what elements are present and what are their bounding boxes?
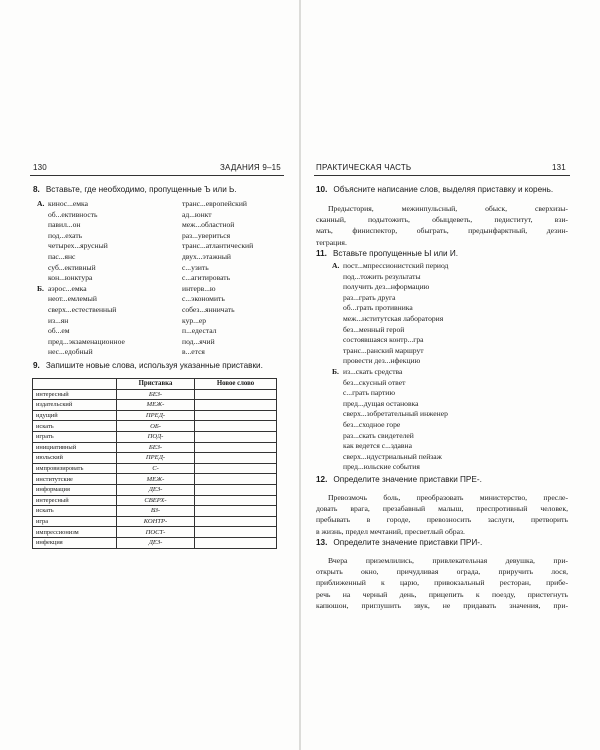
word-text: без...менный герой bbox=[343, 324, 405, 334]
word-text: получить дез...нформацию bbox=[343, 282, 430, 292]
table-cell-word: импрессионизм bbox=[33, 527, 117, 538]
word-item bbox=[48, 316, 125, 327]
table-cell-new-word bbox=[195, 400, 277, 411]
word-item bbox=[48, 231, 125, 242]
text-line: довать врага, презабавный малыш, преcпротивный человек, bbox=[316, 504, 568, 514]
table-row bbox=[33, 389, 277, 400]
word-text: пред...экзаменационное bbox=[48, 336, 125, 346]
word-item bbox=[48, 210, 125, 221]
task-text: Вставьте, где необходимо, пропущенные Ъ или Ь. bbox=[45, 185, 237, 194]
table-cell-prefix: ОБ- bbox=[117, 421, 195, 432]
task-13-paragraph bbox=[316, 555, 568, 611]
table-cell-prefix: С- bbox=[117, 463, 195, 474]
header-rule-left bbox=[30, 175, 284, 176]
column-header: Новое слово bbox=[195, 379, 277, 390]
table-cell-new-word bbox=[195, 410, 277, 421]
list-item bbox=[332, 261, 449, 272]
word-item bbox=[48, 347, 125, 358]
word-text: как ведется с...здавна bbox=[343, 441, 412, 451]
task-number: 9. bbox=[33, 361, 40, 370]
table-cell-word: инициативный bbox=[33, 442, 117, 453]
word-text: сверх...зобретательный инженер bbox=[343, 409, 448, 419]
table-row bbox=[33, 495, 277, 506]
word-item: собез...янничать bbox=[182, 304, 235, 314]
list-item bbox=[343, 356, 448, 367]
word-text: кинос...емка bbox=[48, 199, 88, 208]
table-cell-word: идущий bbox=[33, 410, 117, 421]
task-number: 13. bbox=[316, 538, 328, 547]
word-item bbox=[48, 252, 125, 263]
column-header bbox=[33, 379, 117, 390]
word-item: транс...европейский bbox=[182, 199, 247, 208]
word-text: с...грать партию bbox=[343, 388, 396, 398]
task-11-list bbox=[332, 261, 449, 473]
word-text: состоявшаяся контр...гра bbox=[343, 335, 424, 345]
list-item bbox=[343, 314, 448, 325]
table-cell-prefix: БЕЗ- bbox=[117, 389, 195, 400]
header-rule-right bbox=[314, 175, 570, 176]
text-line: тегрaция. bbox=[316, 237, 347, 247]
word-item bbox=[48, 263, 125, 274]
word-text: аэрос...емка bbox=[48, 283, 87, 293]
table-cell-word: информация bbox=[33, 484, 117, 495]
text-line: речь на черный день, прицепить к поезду, пристегнуть bbox=[316, 589, 568, 599]
table-row bbox=[33, 506, 277, 517]
word-item bbox=[48, 241, 125, 252]
table-cell-prefix: БЕЗ- bbox=[117, 442, 195, 453]
table-cell-prefix: СВЕРХ- bbox=[117, 495, 195, 506]
list-item bbox=[343, 452, 448, 463]
list-item bbox=[343, 388, 448, 399]
task-13-heading bbox=[316, 538, 482, 547]
task-10-paragraph bbox=[316, 203, 568, 248]
word-item bbox=[48, 337, 125, 348]
table-cell-word: институтские bbox=[33, 474, 117, 485]
table-cell-prefix: ПРЕД- bbox=[117, 453, 195, 464]
list-item bbox=[343, 272, 448, 283]
table-row bbox=[33, 527, 277, 538]
task-9-heading bbox=[33, 361, 263, 370]
list-item bbox=[343, 293, 448, 304]
table-cell-new-word bbox=[195, 495, 277, 506]
task-text: Вставьте пропущенные Ы или И. bbox=[332, 249, 459, 258]
text-line: приближенный к царю, привокзальный ресторан, прибе- bbox=[316, 578, 568, 588]
table-row bbox=[33, 442, 277, 453]
word-text: раз...скать свидетелей bbox=[343, 430, 414, 440]
word-text: нес...едобный bbox=[48, 347, 93, 357]
word-item: транс...атлантический bbox=[182, 241, 254, 251]
task-10-heading bbox=[316, 185, 553, 194]
word-item: кур...ер bbox=[182, 315, 207, 325]
text-line: Превозмочь боль, преобразовать министерство, преcле- bbox=[328, 493, 568, 502]
list-item bbox=[343, 441, 448, 452]
list-item bbox=[343, 282, 448, 293]
page-number-right: 131 bbox=[552, 163, 566, 172]
table-row bbox=[33, 484, 277, 495]
table-cell-new-word bbox=[195, 484, 277, 495]
word-text: сверх...ндустриальный пейзаж bbox=[343, 451, 442, 461]
word-text: неот...емлемый bbox=[48, 294, 97, 304]
table-cell-word: искать bbox=[33, 421, 117, 432]
table-cell-word: игра bbox=[33, 516, 117, 527]
word-item: под...ячий bbox=[182, 336, 215, 346]
word-item bbox=[48, 294, 125, 305]
table-cell-new-word bbox=[195, 442, 277, 453]
table-cell-new-word bbox=[195, 463, 277, 474]
task-number: 11. bbox=[316, 249, 327, 258]
task-9-table bbox=[32, 378, 277, 549]
word-text: под...тожить результаты bbox=[343, 271, 421, 281]
table-cell-word: издательский bbox=[33, 400, 117, 411]
word-item: двух...этажный bbox=[182, 251, 231, 261]
list-item bbox=[343, 409, 448, 420]
word-text: раз...грать друга bbox=[343, 292, 396, 302]
table-cell-prefix: ПОД- bbox=[117, 431, 195, 442]
task-12-paragraph bbox=[316, 492, 568, 537]
table-row bbox=[33, 410, 277, 421]
task-8-heading bbox=[33, 185, 237, 194]
table-cell-word: июльский bbox=[33, 453, 117, 464]
table-cell-new-word bbox=[195, 474, 277, 485]
task-11-heading bbox=[316, 249, 458, 258]
word-text: из...скать средства bbox=[343, 366, 403, 376]
list-item bbox=[343, 399, 448, 410]
table-row bbox=[33, 474, 277, 485]
table-cell-new-word bbox=[195, 537, 277, 548]
table-row bbox=[33, 463, 277, 474]
running-head-left: ЗАДАНИЯ 9–15 bbox=[220, 163, 281, 172]
group-label: А. bbox=[332, 261, 340, 270]
word-text: об...ективность bbox=[48, 209, 98, 219]
table-cell-prefix: ПОСТ- bbox=[117, 527, 195, 538]
word-item: с...агитировать bbox=[182, 273, 231, 283]
table-cell-new-word bbox=[195, 431, 277, 442]
table-cell-new-word bbox=[195, 516, 277, 527]
table-row bbox=[33, 400, 277, 411]
word-text: без...сходное горе bbox=[343, 419, 401, 429]
word-item: интерв...ю bbox=[182, 283, 216, 293]
table-cell-word: интересный bbox=[33, 389, 117, 400]
word-text: кон...юнктура bbox=[48, 273, 93, 283]
table-row bbox=[33, 537, 277, 548]
text-line: пребывать в городе, превозносить заслуги, претворить bbox=[316, 515, 568, 525]
table-row bbox=[33, 421, 277, 432]
word-text: пост...мпрессионистский период bbox=[343, 261, 449, 270]
word-text: меж...нститутская лаборатория bbox=[343, 313, 444, 323]
text-line: мать, финиспектор, обыграть, предынфарктный, дезин- bbox=[316, 226, 568, 236]
word-text: провести дез...нфекцию bbox=[343, 356, 421, 366]
word-text: сверх...естественный bbox=[48, 304, 117, 314]
word-item bbox=[48, 273, 125, 284]
task-text: Определите значение приставки ПРЕ-. bbox=[333, 475, 482, 484]
table-cell-prefix: МЕЖ- bbox=[117, 474, 195, 485]
task-12-heading bbox=[316, 475, 482, 484]
word-item: с...узить bbox=[182, 262, 209, 272]
group-label: А. bbox=[37, 199, 45, 208]
text-line: сканный, подытожить, обыцдеветь, педиститут, взи- bbox=[316, 215, 568, 225]
task-number: 8. bbox=[33, 185, 40, 194]
table-cell-new-word bbox=[195, 527, 277, 538]
list-item bbox=[343, 431, 448, 442]
table-cell-word: интересный bbox=[33, 495, 117, 506]
list-item bbox=[343, 346, 448, 357]
text-line: Предыстория, межинпульсный, обыск, сверхизы- bbox=[328, 204, 568, 213]
text-line: открыть окно, причудливая ограда, приручить лося, bbox=[316, 567, 568, 577]
task-number: 12. bbox=[316, 475, 328, 484]
word-text: пас...янс bbox=[48, 251, 76, 261]
word-item: с...экономить bbox=[182, 294, 225, 304]
word-item: раз...увериться bbox=[182, 230, 231, 240]
word-item bbox=[48, 326, 125, 337]
table-cell-prefix: КОНТР- bbox=[117, 516, 195, 527]
table-cell-new-word bbox=[195, 453, 277, 464]
word-item: в...ется bbox=[182, 347, 205, 357]
list-item bbox=[332, 366, 448, 378]
word-item bbox=[48, 220, 125, 231]
task-8-column-2 bbox=[182, 199, 253, 358]
word-text: под...ехать bbox=[48, 230, 83, 240]
word-item bbox=[37, 199, 125, 210]
table-cell-word: импровизировать bbox=[33, 463, 117, 474]
list-item bbox=[343, 420, 448, 431]
task-text: Определите значение приставки ПРИ-. bbox=[333, 538, 483, 547]
table-row bbox=[33, 516, 277, 527]
table-cell-prefix: ДЕЗ- bbox=[117, 537, 195, 548]
word-text: об...ем bbox=[48, 326, 70, 336]
column-header: Приставка bbox=[117, 379, 195, 390]
text-line: Вчера приземлились, привлекательная девушка, при- bbox=[328, 556, 568, 565]
word-item bbox=[37, 283, 125, 295]
table-cell-new-word bbox=[195, 506, 277, 517]
word-text: суб...ективный bbox=[48, 262, 96, 272]
text-line: в жизнь, предел мечтаний, пресветлый образ. bbox=[316, 526, 465, 536]
word-text: об...грать противника bbox=[343, 303, 413, 313]
word-text: без...скусный ответ bbox=[343, 377, 406, 387]
word-text: павил...он bbox=[48, 220, 81, 230]
task-number: 10. bbox=[316, 185, 328, 194]
table-cell-new-word bbox=[195, 421, 277, 432]
word-text: пред...дущая остановка bbox=[343, 398, 419, 408]
table-cell-word: инфекция bbox=[33, 537, 117, 548]
table-cell-new-word bbox=[195, 389, 277, 400]
task-text: Объясните написание слов, выделяя приставку и корень. bbox=[333, 185, 554, 194]
table-cell-word: искать bbox=[33, 506, 117, 517]
list-item bbox=[343, 303, 448, 314]
word-text: четырех...ярусный bbox=[48, 241, 108, 251]
list-item bbox=[343, 462, 448, 473]
list-item bbox=[343, 325, 448, 336]
list-item bbox=[343, 378, 448, 389]
table-cell-prefix: ПРЕД- bbox=[117, 410, 195, 421]
table-row bbox=[33, 431, 277, 442]
page-number-left: 130 bbox=[33, 163, 47, 172]
word-item: п...едестал bbox=[182, 326, 217, 336]
word-text: пред...юльские события bbox=[343, 462, 420, 472]
word-item: ад...юнкт bbox=[182, 209, 212, 219]
text-line: капюшон, приглушить звук, не придавать значения, при- bbox=[316, 600, 568, 610]
left-page bbox=[0, 0, 299, 750]
table-cell-prefix: МЕЖ- bbox=[117, 400, 195, 411]
task-8-column-1 bbox=[37, 199, 125, 358]
table-row bbox=[33, 453, 277, 464]
task-text: Запишите новые слова, используя указанные приставки. bbox=[45, 361, 263, 370]
table-header-row bbox=[33, 379, 277, 390]
word-text: из...ян bbox=[48, 315, 69, 325]
table-cell-prefix: ВЗ- bbox=[117, 506, 195, 517]
word-item: меж...областной bbox=[182, 220, 235, 230]
word-text: транс...ранский маршрут bbox=[343, 345, 424, 355]
word-item bbox=[48, 305, 125, 316]
running-head-right: ПРАКТИЧЕСКАЯ ЧАСТЬ bbox=[316, 163, 412, 172]
group-label: Б. bbox=[37, 283, 44, 293]
table-cell-prefix: ДЕЗ- bbox=[117, 484, 195, 495]
group-label: Б. bbox=[332, 366, 339, 376]
list-item bbox=[343, 335, 448, 346]
table-cell-word: играть bbox=[33, 431, 117, 442]
